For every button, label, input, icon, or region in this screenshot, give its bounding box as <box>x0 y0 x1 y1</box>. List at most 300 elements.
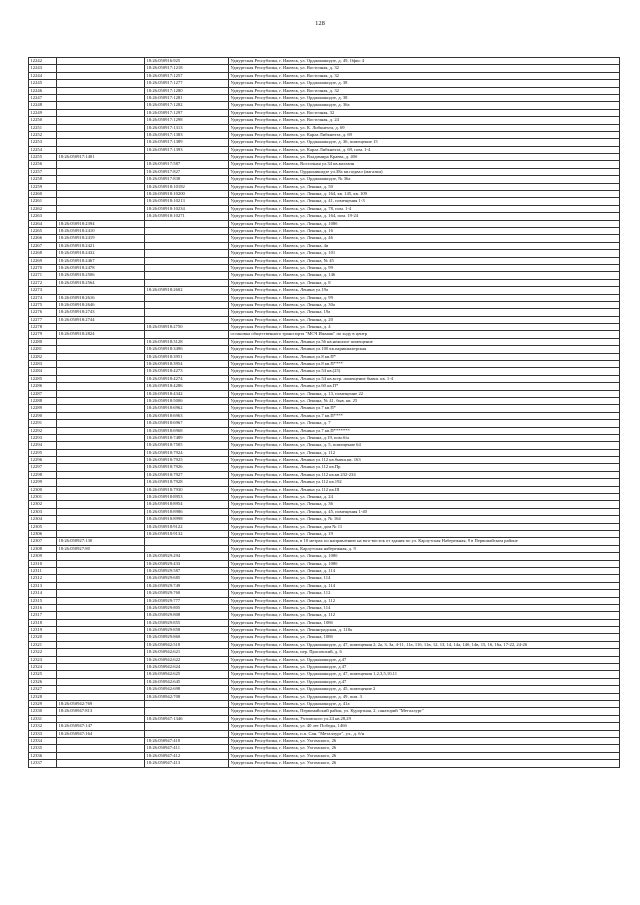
table-row <box>29 324 620 331</box>
cadastral-number-a-cell <box>57 412 145 419</box>
row-number-cell: 12301 <box>29 494 57 501</box>
row-number-cell: 12277 <box>29 316 57 323</box>
cadastral-number-b-cell: 18:26:050917:1389 <box>145 139 229 146</box>
cadastral-number-a-cell <box>57 715 145 722</box>
address-cell: Удмуртская Республика, г. Ижевск, Ленина ул.8 кв.П* <box>229 353 620 360</box>
row-number-cell: 12321 <box>29 641 57 648</box>
cadastral-number-b-cell: 18:26:050917:1393 <box>145 146 229 153</box>
cadastral-number-a-cell <box>57 678 145 685</box>
cadastral-number-a-cell: 18:26:050947:813 <box>57 708 145 715</box>
address-cell: Удмуртская Республика, г. Ижевск, ул. Ленина, 108б <box>229 634 620 641</box>
table-row <box>29 390 620 397</box>
address-cell: Удмуртская Республика, г. Ижевск, Орджоникидзе ул.38а кв.подвал (магазин) <box>229 168 620 175</box>
row-number-cell: 12278 <box>29 324 57 331</box>
cadastral-number-b-cell: 18:26:050918:6967 <box>145 420 229 427</box>
table-row <box>29 220 620 227</box>
row-number-cell: 12275 <box>29 301 57 308</box>
cadastral-number-a-cell: 18:26:050918:2824 <box>57 331 145 338</box>
address-cell: Удмуртская Республика, г. Ижевск, ул. Ленина, д. 114 <box>229 582 620 589</box>
cadastral-number-a-cell: 18:26:050918:2478 <box>57 264 145 271</box>
cadastral-number-a-cell <box>57 161 145 168</box>
row-number-cell: 12324 <box>29 664 57 671</box>
cadastral-number-b-cell: 18:26:050917:1313 <box>145 124 229 131</box>
cadastral-number-a-cell <box>57 471 145 478</box>
cadastral-number-a-cell <box>57 94 145 101</box>
address-cell: Удмуртская Республика, г. Ижевск, ул. Ухтомского, 26 <box>229 752 620 759</box>
cadastral-number-a-cell <box>57 213 145 220</box>
row-number-cell: 12243 <box>29 65 57 72</box>
address-cell: Удмуртская Республика, г. Ижевск, ул. Ленина, д. 4 <box>229 324 620 331</box>
table-row <box>29 301 620 308</box>
row-number-cell: 12251 <box>29 124 57 131</box>
cadastral-number-b-cell: 18:26:050929:587 <box>145 567 229 574</box>
cadastral-number-b-cell <box>145 154 229 161</box>
cadastral-number-b-cell: 18:26:050917:1257 <box>145 72 229 79</box>
cadastral-number-b-cell: 18:26:050929:805 <box>145 604 229 611</box>
cadastral-number-b-cell: 18:26:050942:621 <box>145 649 229 656</box>
table-row <box>29 375 620 382</box>
cadastral-number-b-cell: 18:26:050918:4273 <box>145 368 229 375</box>
table-row <box>29 346 620 353</box>
cadastral-number-b-cell: 18:26:050918:5006 <box>145 397 229 404</box>
cadastral-number-a-cell <box>57 634 145 641</box>
cadastral-number-a-cell <box>57 183 145 190</box>
address-cell: Удмуртская Республика, г. Ижевск, Ленина ул.56 кв.нежилое помещение <box>229 338 620 345</box>
cadastral-number-b-cell <box>145 309 229 316</box>
cadastral-number-a-cell <box>57 168 145 175</box>
cadastral-number-b-cell: 18:26:050918:6962 <box>145 405 229 412</box>
table-row <box>29 730 620 737</box>
table-row <box>29 567 620 574</box>
address-cell: Удмуртская Республика, г. Ижевск, ул. Орджоникидзе, д 47 <box>229 664 620 671</box>
cadastral-number-a-cell <box>57 65 145 72</box>
address-cell: Удмуртская Республика, г. Ижевск, ул. Восточная, д. 24 <box>229 117 620 124</box>
cadastral-number-b-cell: 18:26:050918:7505 <box>145 442 229 449</box>
address-cell: Удмуртская Республика, г. Ижевск, ул. Ленина, 19а <box>229 309 620 316</box>
row-number-cell: 12310 <box>29 560 57 567</box>
cadastral-number-b-cell: 18:26:050917:838 <box>145 176 229 183</box>
cadastral-number-b-cell: 18:26:050918:3496 <box>145 346 229 353</box>
row-number-cell: 12288 <box>29 397 57 404</box>
cadastral-number-a-cell <box>57 457 145 464</box>
table-row <box>29 279 620 286</box>
address-cell: Удмуртская Республика, г. Ижевск, ул. Владимира Краева, д. 40б <box>229 154 620 161</box>
table-row <box>29 213 620 220</box>
table-row <box>29 516 620 523</box>
row-number-cell: 12273 <box>29 287 57 294</box>
cadastral-number-a-cell <box>57 390 145 397</box>
address-cell: Удмуртская Республика, г. Ижевск, ул. Восточная, 32 <box>229 109 620 116</box>
cadastral-number-a-cell <box>57 604 145 611</box>
address-cell: Удмуртская Республика, г. Ижевск, ул. Орджоникидзе, д. 38 <box>229 94 620 101</box>
cadastral-number-a-cell <box>57 434 145 441</box>
row-number-cell: 12286 <box>29 383 57 390</box>
cadastral-number-b-cell: 18:26:050929:808 <box>145 612 229 619</box>
row-number-cell: 12246 <box>29 87 57 94</box>
table-row <box>29 531 620 538</box>
row-number-cell: 12303 <box>29 508 57 515</box>
cadastral-number-b-cell: 18:26:050918:10213 <box>145 198 229 205</box>
address-cell: Удмуртская Республика, г. Ижевск, ул. Ленина, д. 46 <box>229 235 620 242</box>
row-number-cell: 12328 <box>29 693 57 700</box>
table-row <box>29 102 620 109</box>
cadastral-number-a-cell: 18:26:050942:769 <box>57 700 145 707</box>
row-number-cell: 12256 <box>29 161 57 168</box>
cadastral-number-b-cell: 18:26:050929:858 <box>145 627 229 634</box>
table-row <box>29 397 620 404</box>
row-number-cell: 12315 <box>29 597 57 604</box>
address-cell: Удмуртская Республика, г. Ижевск, ул. Ленина, д. 45, помещения 1-40 <box>229 508 620 515</box>
cadastral-number-a-cell: 18:26:050918:2432 <box>57 250 145 257</box>
cadastral-number-a-cell <box>57 612 145 619</box>
row-number-cell: 12258 <box>29 176 57 183</box>
table-row <box>29 634 620 641</box>
row-number-cell: 12249 <box>29 109 57 116</box>
cadastral-number-a-cell <box>57 531 145 538</box>
address-cell: Удмуртская Республика, г. Ижевск, ул. Ленина, д. 36 <box>229 501 620 508</box>
table-row <box>29 501 620 508</box>
row-number-cell: 12314 <box>29 590 57 597</box>
row-number-cell: 12279 <box>29 331 57 338</box>
cadastral-number-a-cell <box>57 582 145 589</box>
table-row <box>29 494 620 501</box>
table-row <box>29 700 620 707</box>
address-cell: Удмуртская Республика, г. Ижевск, ул. Ленина, 114 <box>229 575 620 582</box>
row-number-cell: 12300 <box>29 486 57 493</box>
address-cell: Удмуртская Республика, г. Ижевск, ул. Ленина, д. 5, помещение 64 <box>229 442 620 449</box>
cadastral-number-a-cell <box>57 649 145 656</box>
address-cell: Удмуртская Республика, г. Ижевск, ул. Ленина, д. 108б <box>229 553 620 560</box>
row-number-cell: 12266 <box>29 235 57 242</box>
cadastral-number-b-cell <box>145 242 229 249</box>
address-cell: Удмуртская Республика, г. Ижевск, Ленина ул.112 кв.бывш.кв. 163 <box>229 457 620 464</box>
cadastral-number-a-cell <box>57 361 145 368</box>
address-cell: Удмуртская Республика, г. Ижевск, Ленина ул.100 кв.парикмахерская <box>229 346 620 353</box>
table-row <box>29 124 620 131</box>
cadastral-number-b-cell: 18:26:050918:7924 <box>145 449 229 456</box>
cadastral-number-b-cell: 18:26:050917:1280 <box>145 87 229 94</box>
table-row <box>29 176 620 183</box>
table-row <box>29 353 620 360</box>
row-number-cell: 12267 <box>29 242 57 249</box>
cadastral-number-a-cell <box>57 619 145 626</box>
address-cell: Удмуртская Республика, г. Ижевск, в 10 метрах по направлению на юго-восток от здания по ул. Карлутская Набережная, 9 в Первомайском районе <box>229 538 620 545</box>
row-number-cell: 12293 <box>29 434 57 441</box>
cadastral-number-b-cell: 18:26:050929:855 <box>145 619 229 626</box>
address-cell: Удмуртская Республика, г. Ижевск, ул. Ленина, д. 16 <box>229 227 620 234</box>
row-number-cell: 12287 <box>29 390 57 397</box>
table-row <box>29 146 620 153</box>
address-cell: Удмуртская Республика, г. Ижевск, ул. Ухтомского, 26 <box>229 760 620 767</box>
cadastral-number-a-cell: 18:26:050918:2394 <box>57 220 145 227</box>
cadastral-number-a-cell <box>57 442 145 449</box>
cadastral-number-a-cell <box>57 693 145 700</box>
row-number-cell: 12252 <box>29 131 57 138</box>
address-cell: Удмуртская Республика, г. Ижевск, Ленина ул.7 кв.П* <box>229 405 620 412</box>
cadastral-number-b-cell: 18:26:050918:10200 <box>145 191 229 198</box>
table-row <box>29 361 620 368</box>
row-number-cell: 12326 <box>29 678 57 685</box>
address-cell: Удмуртская Республика, г. Ижевск, ул. Ленина, д. 114 <box>229 567 620 574</box>
row-number-cell: 12337 <box>29 760 57 767</box>
row-number-cell: 12317 <box>29 612 57 619</box>
address-cell: Удмуртская Республика, г. Ижевск, ул. Восточная, д. 32 <box>229 87 620 94</box>
cadastral-number-a-cell <box>57 102 145 109</box>
table-row <box>29 715 620 722</box>
cadastral-number-b-cell: 18:26:050917:1282 <box>145 102 229 109</box>
cadastral-number-a-cell <box>57 656 145 663</box>
table-row <box>29 80 620 87</box>
cadastral-number-b-cell <box>145 331 229 338</box>
address-cell: Удмуртская Республика, г. Ижевск, ул. К. Либкнехта, д. 69 <box>229 124 620 131</box>
address-cell: Удмуртская Республика, г. Ижевск, ул. Восточная, д. 32 <box>229 72 620 79</box>
table-row <box>29 664 620 671</box>
cadastral-number-b-cell: 18:26:050918:10182 <box>145 183 229 190</box>
table-row <box>29 420 620 427</box>
cadastral-number-a-cell <box>57 449 145 456</box>
address-cell: Удмуртская Республика, г. Ижевск, ул. Орджоникидзе, д. 38 <box>229 80 620 87</box>
table-row <box>29 235 620 242</box>
table-row <box>29 287 620 294</box>
address-cell: Удмуртская Республика, г. Ижевск, ул. Орджоникидзе, д. 36, помещение 15 <box>229 139 620 146</box>
row-number-cell: 12262 <box>29 205 57 212</box>
address-cell: Удмуртская Республика, г. Ижевск, ул. Ленина, д. 164, кв. 145, кв. 109 <box>229 191 620 198</box>
address-cell: Удмуртская Республика, г. Ижевск, Ленина ул.7 кв.П**** <box>229 412 620 419</box>
row-number-cell: 12299 <box>29 479 57 486</box>
table-row <box>29 582 620 589</box>
address-cell: Удмуртская Республика, г. Ижевск, ул. Ухтомского, 26 <box>229 745 620 752</box>
cadastral-number-a-cell <box>57 131 145 138</box>
row-number-cell: 12245 <box>29 80 57 87</box>
table-row <box>29 471 620 478</box>
row-number-cell: 12248 <box>29 102 57 109</box>
cadastral-number-a-cell <box>57 597 145 604</box>
table-row <box>29 479 620 486</box>
address-cell: Удмуртская Республика, г. Ижевск, ул. Ленина, д. 99 <box>229 264 620 271</box>
cadastral-number-b-cell <box>145 250 229 257</box>
table-row <box>29 294 620 301</box>
row-number-cell: 12308 <box>29 545 57 552</box>
row-number-cell: 12280 <box>29 338 57 345</box>
row-number-cell: 12261 <box>29 198 57 205</box>
cadastral-number-a-cell <box>57 752 145 759</box>
row-number-cell: 12335 <box>29 745 57 752</box>
cadastral-number-b-cell: 18:26:050917:1297 <box>145 109 229 116</box>
table-row <box>29 686 620 693</box>
row-number-cell: 12268 <box>29 250 57 257</box>
address-cell: Удмуртская Республика, г. Ижевск, пер. Прасовский, д. 6 <box>229 649 620 656</box>
row-number-cell: 12271 <box>29 272 57 279</box>
address-cell: Удмуртская Республика, г. Ижевск, ул. Орджоникидзе, д. 47, помещения 2, 2а, 3, 3а, 4-11, 11а, 11б, 11в, 12, 13, 14, 14а, 14б, 14в, 15, 16, 16а, 17-22, 24-26 <box>229 641 620 648</box>
table-row <box>29 331 620 338</box>
address-cell: Удмуртская Республика, г. Ижевск, ул. Карла Либкнехта, д. 69, пом. 1-4 <box>229 146 620 153</box>
cadastral-number-a-cell <box>57 590 145 597</box>
cadastral-number-a-cell: 18:26:050918:2616 <box>57 294 145 301</box>
row-number-cell: 12291 <box>29 420 57 427</box>
cadastral-number-a-cell <box>57 553 145 560</box>
table-row <box>29 139 620 146</box>
table-row <box>29 760 620 767</box>
cadastral-number-b-cell <box>145 545 229 552</box>
cadastral-number-b-cell: 18:26:050918:8953 <box>145 494 229 501</box>
cadastral-number-a-cell: 18:26:050918:2564 <box>57 279 145 286</box>
table-row <box>29 545 620 552</box>
cadastral-number-b-cell: 18:26:050929:294 <box>145 553 229 560</box>
cadastral-number-a-cell <box>57 58 145 65</box>
cadastral-number-b-cell <box>145 538 229 545</box>
cadastral-number-a-cell: 18:26:050947:164 <box>57 730 145 737</box>
row-number-cell: 12316 <box>29 604 57 611</box>
cadastral-number-b-cell: 18:26:050918:7928 <box>145 479 229 486</box>
cadastral-number-a-cell: 18:26:050918:2410 <box>57 227 145 234</box>
address-cell: Удмуртская Республика, г. Ижевск, Ленина ул.54 кв.(25) <box>229 368 620 375</box>
cadastral-number-a-cell <box>57 464 145 471</box>
cadastral-number-a-cell <box>57 80 145 87</box>
table-row <box>29 316 620 323</box>
address-cell: Удмуртская Республика, г. Ижевск, ул. Ленина, д. 19 <box>229 531 620 538</box>
table-row <box>29 508 620 515</box>
cadastral-number-b-cell <box>145 294 229 301</box>
address-cell: Удмуртская Республика, г. Ижевск, Ленина ул.112 кв.III <box>229 486 620 493</box>
cadastral-number-a-cell: 18:26:050918:2646 <box>57 301 145 308</box>
row-number-cell: 12334 <box>29 737 57 744</box>
registry-table <box>28 57 620 768</box>
row-number-cell: 12281 <box>29 346 57 353</box>
address-cell: Удмуртская Республика, г. Ижевск, ул. 40 лет Победы, 146б <box>229 723 620 730</box>
table-row <box>29 117 620 124</box>
cadastral-number-a-cell: 18:26:050947:147 <box>57 723 145 730</box>
table-row <box>29 737 620 744</box>
cadastral-number-a-cell <box>57 486 145 493</box>
cadastral-number-b-cell: 18:26:050918:7489 <box>145 434 229 441</box>
cadastral-number-b-cell: 18:26:050918:2750 <box>145 324 229 331</box>
cadastral-number-a-cell <box>57 338 145 345</box>
address-cell: Удмуртская Республика, г. Ижевск, ул. Ухтомского, 26 <box>229 737 620 744</box>
address-cell: Удмуртская Республика, г. Ижевск, Восточная ул.34 кв.магазин <box>229 161 620 168</box>
cadastral-number-b-cell: 18:26:050918:4274 <box>145 375 229 382</box>
cadastral-number-a-cell <box>57 117 145 124</box>
row-number-cell: 12319 <box>29 627 57 634</box>
cadastral-number-b-cell: 18:26:050942:645 <box>145 678 229 685</box>
row-number-cell: 12313 <box>29 582 57 589</box>
cadastral-number-a-cell <box>57 346 145 353</box>
cadastral-number-b-cell: 18:26:050929:777 <box>145 597 229 604</box>
address-cell: Удмуртская Республика, г. Ижевск, ул. Ленинградская, д. 118а <box>229 627 620 634</box>
cadastral-number-a-cell: 18:26:050918:2419 <box>57 235 145 242</box>
cadastral-number-a-cell <box>57 671 145 678</box>
row-number-cell: 12305 <box>29 523 57 530</box>
cadastral-number-a-cell <box>57 501 145 508</box>
cadastral-number-b-cell: 18:26:050942:622 <box>145 656 229 663</box>
row-number-cell: 12325 <box>29 671 57 678</box>
table-row <box>29 442 620 449</box>
table-row <box>29 604 620 611</box>
cadastral-number-a-cell <box>57 627 145 634</box>
table-row <box>29 656 620 663</box>
address-cell: Удмуртская Республика, г. Ижевск, ул. Орджоникидзе, д.47 <box>229 656 620 663</box>
cadastral-number-a-cell <box>57 523 145 530</box>
address-cell: Удмуртская Республика, г. Ижевск, ул. Ленина, 108б <box>229 619 620 626</box>
address-cell: Удмуртская Республика, г. Ижевск, Ленина ул.8 кв.П**** <box>229 361 620 368</box>
table-row <box>29 590 620 597</box>
address-cell: Удмуртская Республика, г. Ижевск, ул. Ленина, д. 8 <box>229 279 620 286</box>
row-number-cell: 12332 <box>29 723 57 730</box>
cadastral-number-a-cell <box>57 191 145 198</box>
address-cell: Удмуртская Республика, г. Ижевск, ул. Ленина, 4в <box>229 242 620 249</box>
row-number-cell: 12250 <box>29 117 57 124</box>
cadastral-number-a-cell: 18:26:050927:130 <box>57 538 145 545</box>
cadastral-number-b-cell: 18:26:050918:4286 <box>145 383 229 390</box>
table-row <box>29 723 620 730</box>
cadastral-number-b-cell: 18:26:050916:925 <box>145 58 229 65</box>
table-row <box>29 58 620 65</box>
row-number-cell: 12274 <box>29 294 57 301</box>
cadastral-number-a-cell: 18:26:050918:2506 <box>57 272 145 279</box>
address-cell: остановка общественного транспорта "МСЧ Ижмаш" по ходу в центр <box>229 331 620 338</box>
address-cell: Удмуртская Республика, г. Ижевск, ул. Ленина, д. 108б <box>229 220 620 227</box>
row-number-cell: 12322 <box>29 649 57 656</box>
cadastral-number-b-cell: 18:26:050917:587 <box>145 161 229 168</box>
table-row <box>29 575 620 582</box>
row-number-cell: 12327 <box>29 686 57 693</box>
cadastral-number-b-cell: 18:26:050918:9122 <box>145 523 229 530</box>
address-cell: Удмуртская Республика, г. Ижевск, ул. Ленина, д. 20 <box>229 316 620 323</box>
address-cell: Удмуртская Республика, г. Ижевск, Ленина ул.112 кв.кв.232-234 <box>229 471 620 478</box>
table-row <box>29 649 620 656</box>
table-row <box>29 405 620 412</box>
row-number-cell: 12331 <box>29 715 57 722</box>
address-cell: Удмуртская Республика, г. Ижевск, Ленина ул.60 кв.П* <box>229 383 620 390</box>
address-cell: Удмуртская Республика, г. Ижевск, ул. Ленина, д. 164, пом. 19-24 <box>229 213 620 220</box>
address-cell: Удмуртская Республика, г. Ижевск, ул. Орджоникидзе, д. 36а <box>229 102 620 109</box>
row-number-cell: 12312 <box>29 575 57 582</box>
table-row <box>29 198 620 205</box>
cadastral-number-a-cell: 18:26:050918:2744 <box>57 316 145 323</box>
cadastral-number-a-cell <box>57 198 145 205</box>
cadastral-number-a-cell <box>57 205 145 212</box>
table-row <box>29 427 620 434</box>
row-number-cell: 12323 <box>29 656 57 663</box>
cadastral-number-a-cell <box>57 686 145 693</box>
cadastral-number-b-cell: 18:26:050942:708 <box>145 693 229 700</box>
cadastral-number-b-cell: 18:26:050947:412 <box>145 752 229 759</box>
address-cell: Удмуртская Республика, г. Ижевск, Первомайский район, ул. Курортная, 2, санаторий "Металлург" <box>229 708 620 715</box>
row-number-cell: 12306 <box>29 531 57 538</box>
table-row <box>29 227 620 234</box>
cadastral-number-b-cell <box>145 700 229 707</box>
table-row <box>29 434 620 441</box>
table-row <box>29 309 620 316</box>
table-row <box>29 560 620 567</box>
table-row <box>29 627 620 634</box>
row-number-cell: 12260 <box>29 191 57 198</box>
address-cell: Удмуртская Республика, г. Ижевск, ул. Ленина, д. 30а <box>229 301 620 308</box>
address-cell: Удмуртская Республика, г. Ижевск, п.п. Сан. "Металлург", ул., д. б/н <box>229 730 620 737</box>
cadastral-number-a-cell <box>57 760 145 767</box>
cadastral-number-a-cell <box>57 324 145 331</box>
cadastral-number-b-cell: 18:26:050918:8954 <box>145 501 229 508</box>
address-cell: Удмуртская Республика, г. Ижевск, ул. Ленина, д. 101 <box>229 250 620 257</box>
row-number-cell: 12297 <box>29 464 57 471</box>
cadastral-number-b-cell <box>145 264 229 271</box>
cadastral-number-b-cell: 18:26:050947:410 <box>145 737 229 744</box>
address-cell: Удмуртская Республика, г. Ижевск, Ленина ул.54 кв.встр. помещение бывш. кв. 1-4 <box>229 375 620 382</box>
cadastral-number-b-cell: 18:26:050942:698 <box>145 686 229 693</box>
cadastral-number-b-cell: 18:26:050917:827 <box>145 168 229 175</box>
cadastral-number-b-cell: 18:26:050918:3954 <box>145 361 229 368</box>
cadastral-number-b-cell: 18:26:050947:1346 <box>145 715 229 722</box>
table-row <box>29 678 620 685</box>
